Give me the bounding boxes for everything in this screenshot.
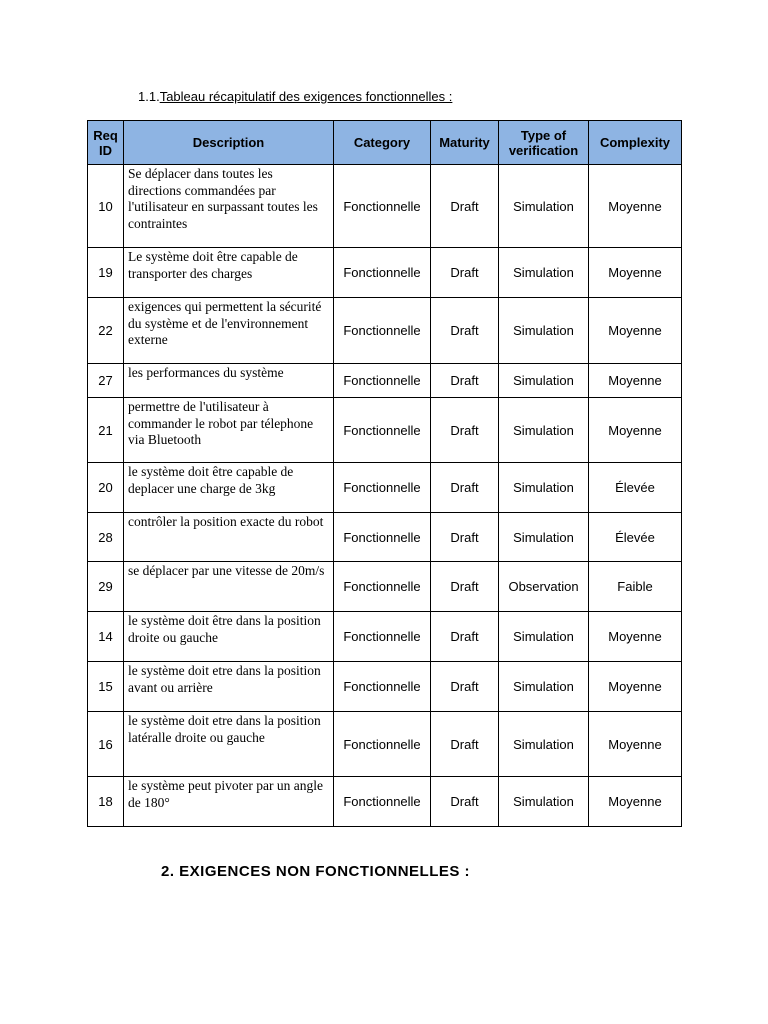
cell-maturity: Draft <box>431 662 499 712</box>
section-number: 1.1. <box>138 89 160 104</box>
cell-verification: Simulation <box>499 165 589 248</box>
section-title: Tableau récapitulatif des exigences fonctionnelles : <box>159 89 453 104</box>
cell-req-id: 19 <box>88 248 124 298</box>
cell-req-id: 21 <box>88 398 124 463</box>
cell-maturity: Draft <box>431 562 499 612</box>
cell-complexity: Moyenne <box>589 398 682 463</box>
header-category: Category <box>334 121 431 165</box>
cell-complexity: Moyenne <box>589 248 682 298</box>
cell-maturity: Draft <box>431 463 499 513</box>
cell-verification: Simulation <box>499 248 589 298</box>
table-header-row <box>88 121 682 165</box>
header-maturity: Maturity <box>431 121 499 165</box>
requirements-table <box>87 120 682 827</box>
cell-category: Fonctionnelle <box>334 398 431 463</box>
cell-verification: Simulation <box>499 298 589 364</box>
table-row <box>88 165 682 248</box>
header-req-id: Req ID <box>88 121 124 165</box>
cell-req-id: 18 <box>88 777 124 827</box>
cell-category: Fonctionnelle <box>334 612 431 662</box>
cell-verification: Simulation <box>499 398 589 463</box>
cell-req-id: 28 <box>88 513 124 562</box>
cell-req-id: 15 <box>88 662 124 712</box>
cell-verification: Observation <box>499 562 589 612</box>
cell-verification: Simulation <box>499 777 589 827</box>
cell-maturity: Draft <box>431 712 499 777</box>
cell-category: Fonctionnelle <box>334 463 431 513</box>
cell-complexity: Moyenne <box>589 777 682 827</box>
cell-category: Fonctionnelle <box>334 662 431 712</box>
cell-maturity: Draft <box>431 612 499 662</box>
cell-verification: Simulation <box>499 712 589 777</box>
table-row <box>88 364 682 398</box>
cell-req-id: 14 <box>88 612 124 662</box>
cell-maturity: Draft <box>431 248 499 298</box>
table-row <box>88 248 682 298</box>
table-row <box>88 612 682 662</box>
table-row <box>88 712 682 777</box>
cell-description: Le système doit être capable de transporter des charges <box>124 248 334 298</box>
cell-req-id: 20 <box>88 463 124 513</box>
cell-description: le système doit être capable de deplacer une charge de 3kg <box>124 463 334 513</box>
cell-req-id: 16 <box>88 712 124 777</box>
cell-category: Fonctionnelle <box>334 165 431 248</box>
cell-req-id: 22 <box>88 298 124 364</box>
cell-req-id: 27 <box>88 364 124 398</box>
cell-category: Fonctionnelle <box>334 364 431 398</box>
cell-complexity: Moyenne <box>589 165 682 248</box>
cell-description: le système doit être dans la position droite ou gauche <box>124 612 334 662</box>
cell-maturity: Draft <box>431 777 499 827</box>
cell-verification: Simulation <box>499 662 589 712</box>
cell-complexity: Faible <box>589 562 682 612</box>
header-verification: Type of verification <box>499 121 589 165</box>
cell-category: Fonctionnelle <box>334 248 431 298</box>
cell-req-id: 29 <box>88 562 124 612</box>
cell-category: Fonctionnelle <box>334 298 431 364</box>
section-heading <box>138 89 452 105</box>
table-row <box>88 562 682 612</box>
cell-description: le système peut pivoter par un angle de 180° <box>124 777 334 827</box>
cell-description: Se déplacer dans toutes les directions commandées par l'utilisateur en surpassant toutes les contraintes <box>124 165 334 248</box>
table-row <box>88 398 682 463</box>
table-row <box>88 298 682 364</box>
heading-non-functional-requirements: 2. EXIGENCES NON FONCTIONNELLES : <box>161 863 471 880</box>
cell-complexity: Moyenne <box>589 662 682 712</box>
cell-maturity: Draft <box>431 398 499 463</box>
cell-verification: Simulation <box>499 364 589 398</box>
cell-complexity: Élevée <box>589 463 682 513</box>
cell-complexity: Moyenne <box>589 712 682 777</box>
cell-description: exigences qui permettent la sécurité du système et de l'environnement externe <box>124 298 334 364</box>
header-complexity: Complexity <box>589 121 682 165</box>
table-row <box>88 662 682 712</box>
cell-description: le système doit etre dans la position latéralle droite ou gauche <box>124 712 334 777</box>
cell-maturity: Draft <box>431 513 499 562</box>
table-row <box>88 463 682 513</box>
cell-category: Fonctionnelle <box>334 712 431 777</box>
cell-complexity: Moyenne <box>589 298 682 364</box>
cell-req-id: 10 <box>88 165 124 248</box>
cell-category: Fonctionnelle <box>334 777 431 827</box>
header-description: Description <box>124 121 334 165</box>
cell-category: Fonctionnelle <box>334 562 431 612</box>
cell-description: permettre de l'utilisateur à commander le robot par télephone via Bluetooth <box>124 398 334 463</box>
table-row <box>88 513 682 562</box>
cell-verification: Simulation <box>499 463 589 513</box>
cell-maturity: Draft <box>431 364 499 398</box>
cell-complexity: Moyenne <box>589 364 682 398</box>
cell-verification: Simulation <box>499 513 589 562</box>
cell-description: le système doit etre dans la position avant ou arrière <box>124 662 334 712</box>
cell-complexity: Élevée <box>589 513 682 562</box>
cell-description: les performances du système <box>124 364 334 398</box>
table-row <box>88 777 682 827</box>
cell-description: se déplacer par une vitesse de 20m/s <box>124 562 334 612</box>
cell-verification: Simulation <box>499 612 589 662</box>
cell-complexity: Moyenne <box>589 612 682 662</box>
cell-maturity: Draft <box>431 165 499 248</box>
cell-maturity: Draft <box>431 298 499 364</box>
cell-description: contrôler la position exacte du robot <box>124 513 334 562</box>
cell-category: Fonctionnelle <box>334 513 431 562</box>
